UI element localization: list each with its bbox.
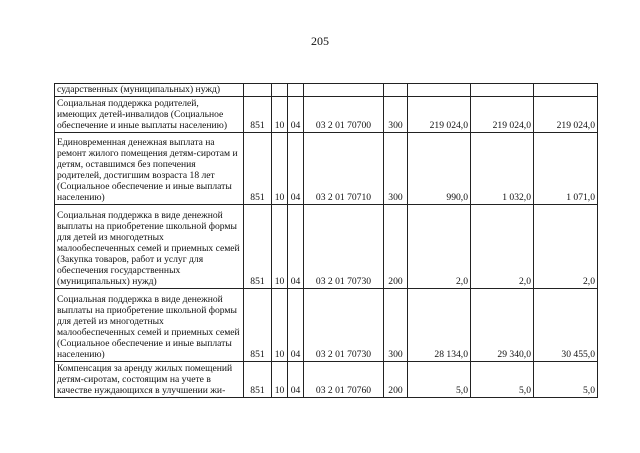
row-name: Единовременная денежная выплата на ремонт жилого помещения детям-сиротам и детям, оставшимся без попечения родителей, достигшим возраста 18 лет (Социальное обеспечение и иные выплаты населению) <box>55 133 244 205</box>
section-code: 10 <box>272 362 288 398</box>
section-code: 10 <box>272 205 288 289</box>
ministry-code: 851 <box>244 362 272 398</box>
ministry-code: 851 <box>244 97 272 133</box>
row-name: сударственных (муниципальных) нужд) <box>55 84 244 97</box>
subsection-code: 04 <box>288 205 304 289</box>
target-code: 03 2 01 70760 <box>304 362 384 398</box>
year2-amount <box>471 84 534 97</box>
expense-type-code: 200 <box>384 205 408 289</box>
year2-amount: 1 032,0 <box>471 133 534 205</box>
ministry-code: 851 <box>244 205 272 289</box>
row-name: Социальная поддержка в виде денежной выплаты на приобретение школьной формы для детей из многодетных малообеспеченных семей и приемных семей (Закупка товаров, работ и услуг для обеспечения государственных (муниципальных) нужд) <box>55 205 244 289</box>
table-row <box>55 97 598 133</box>
year1-amount: 28 134,0 <box>408 289 471 362</box>
target-code: 03 2 01 70730 <box>304 205 384 289</box>
budget-table <box>54 83 598 398</box>
year3-amount: 5,0 <box>534 362 598 398</box>
expense-type-code: 200 <box>384 362 408 398</box>
subsection-code: 04 <box>288 362 304 398</box>
table-row <box>55 133 598 205</box>
page-number: 205 <box>311 34 329 48</box>
row-name: Социальная поддержка родителей, имеющих детей-инвалидов (Социальное обеспечение и иные выплаты населению) <box>55 97 244 133</box>
subsection-code: 04 <box>288 133 304 205</box>
table-row <box>55 289 598 362</box>
year3-amount: 219 024,0 <box>534 97 598 133</box>
year3-amount: 2,0 <box>534 205 598 289</box>
year3-amount: 1 071,0 <box>534 133 598 205</box>
table-row <box>55 362 598 398</box>
subsection-code: 04 <box>288 289 304 362</box>
year2-amount: 219 024,0 <box>471 97 534 133</box>
target-code: 03 2 01 70700 <box>304 97 384 133</box>
expense-type-code: 300 <box>384 133 408 205</box>
year1-amount: 219 024,0 <box>408 97 471 133</box>
expense-type-code: 300 <box>384 289 408 362</box>
table-row <box>55 205 598 289</box>
target-code <box>304 84 384 97</box>
year2-amount: 2,0 <box>471 205 534 289</box>
subsection-code: 04 <box>288 97 304 133</box>
table-row <box>55 84 598 97</box>
expense-type-code: 300 <box>384 97 408 133</box>
expense-type-code <box>384 84 408 97</box>
year3-amount <box>534 84 598 97</box>
section-code: 10 <box>272 289 288 362</box>
target-code: 03 2 01 70710 <box>304 133 384 205</box>
year1-amount <box>408 84 471 97</box>
year1-amount: 990,0 <box>408 133 471 205</box>
target-code: 03 2 01 70730 <box>304 289 384 362</box>
ministry-code: 851 <box>244 289 272 362</box>
row-name: Компенсация за аренду жилых помещений детям-сиротам, состоящим на учете в качестве нуждающихся в улучшении жи- <box>55 362 244 398</box>
year3-amount: 30 455,0 <box>534 289 598 362</box>
year1-amount: 5,0 <box>408 362 471 398</box>
year2-amount: 5,0 <box>471 362 534 398</box>
year1-amount: 2,0 <box>408 205 471 289</box>
section-code <box>272 84 288 97</box>
row-name: Социальная поддержка в виде денежной выплаты на приобретение школьной формы для детей из многодетных малообеспеченных семей и приемных семей (Социальное обеспечение и иные выплаты населению) <box>55 289 244 362</box>
section-code: 10 <box>272 97 288 133</box>
year2-amount: 29 340,0 <box>471 289 534 362</box>
ministry-code <box>244 84 272 97</box>
section-code: 10 <box>272 133 288 205</box>
subsection-code <box>288 84 304 97</box>
ministry-code: 851 <box>244 133 272 205</box>
